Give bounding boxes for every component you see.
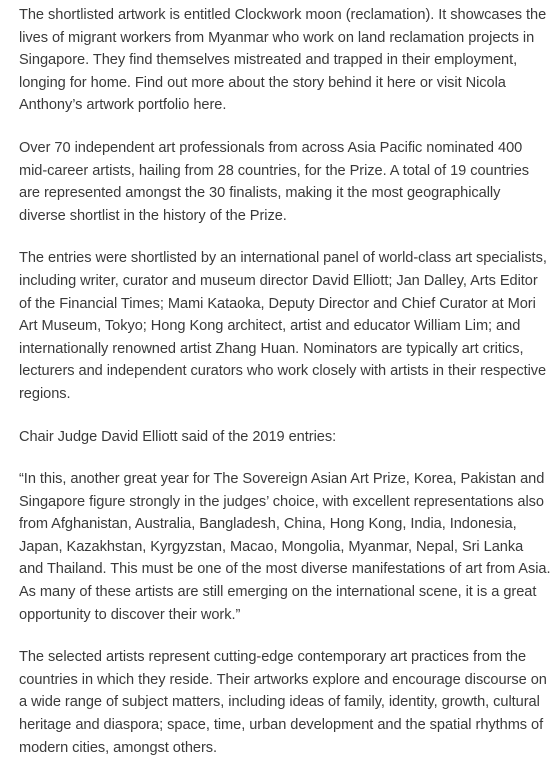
paragraph-nominations: Over 70 independent art professionals from across Asia Pacific nominated 400 mid-career artists, hailing from 28 countries, for the Prize. A total of 19 countries are represented amongst the 30 finalists, making it the most geographically diverse shortlist in the history of the Prize.	[19, 139, 530, 224]
article-body	[19, 4, 551, 779]
paragraph-judging-panel: The entries were shortlisted by an international panel of world-class art specialists, including writer, curator and museum director David Elliott; Jan Dalley, Arts Editor of the Financial Times; Mami Kataoka, Deputy Director and Chief Curator at Mori Art Museum, Tokyo; Hong Kong architect, artist and educator William Lim; and internationally renowned artist Zhang Huan. Nominators are typically art critics, lecturers and independent curators who work closely with artists in their respective regions.	[19, 250, 547, 402]
paragraph-judge-quote: “In this, another great year for The Sovereign Asian Art Prize, Korea, Pakistan and Singapore figure strongly in the judges’ choice, with excellent representations also from Afghanistan, Australia, Bangladesh, China, Hong Kong, India, Indonesia, Japan, Kazakhstan, Kyrgyzstan, Macao, Mongolia, Myanmar, Nepal, Sri Lanka and Thailand. This must be one of the most diverse manifestations of art from Asia. As many of these artists are still emerging on the international scene, it is a great opportunity to discover their work.”	[19, 471, 551, 623]
paragraph-shortlisted-artwork: The shortlisted artwork is entitled Clockwork moon (reclamation). It showcases the lives of migrant workers from Myanmar who work on land reclamation projects in Singapore. They find themselves mistreated and trapped in their employment, longing for home. Find out more about the story behind it here or visit Nicola Anthony’s artwork portfolio here.	[19, 7, 547, 114]
paragraph-selected-artists: The selected artists represent cutting-edge contemporary art practices from the countries in which they reside. Their artworks explore and encourage discourse on a wide range of subject matters, including ideas of family, identity, growth, cultural heritage and diaspora; space, time, urban development and the spatial rhythms of modern cities, amongst others.	[19, 649, 547, 756]
paragraph-chair-judge-intro: Chair Judge David Elliott said of the 2019 entries:	[19, 428, 337, 445]
